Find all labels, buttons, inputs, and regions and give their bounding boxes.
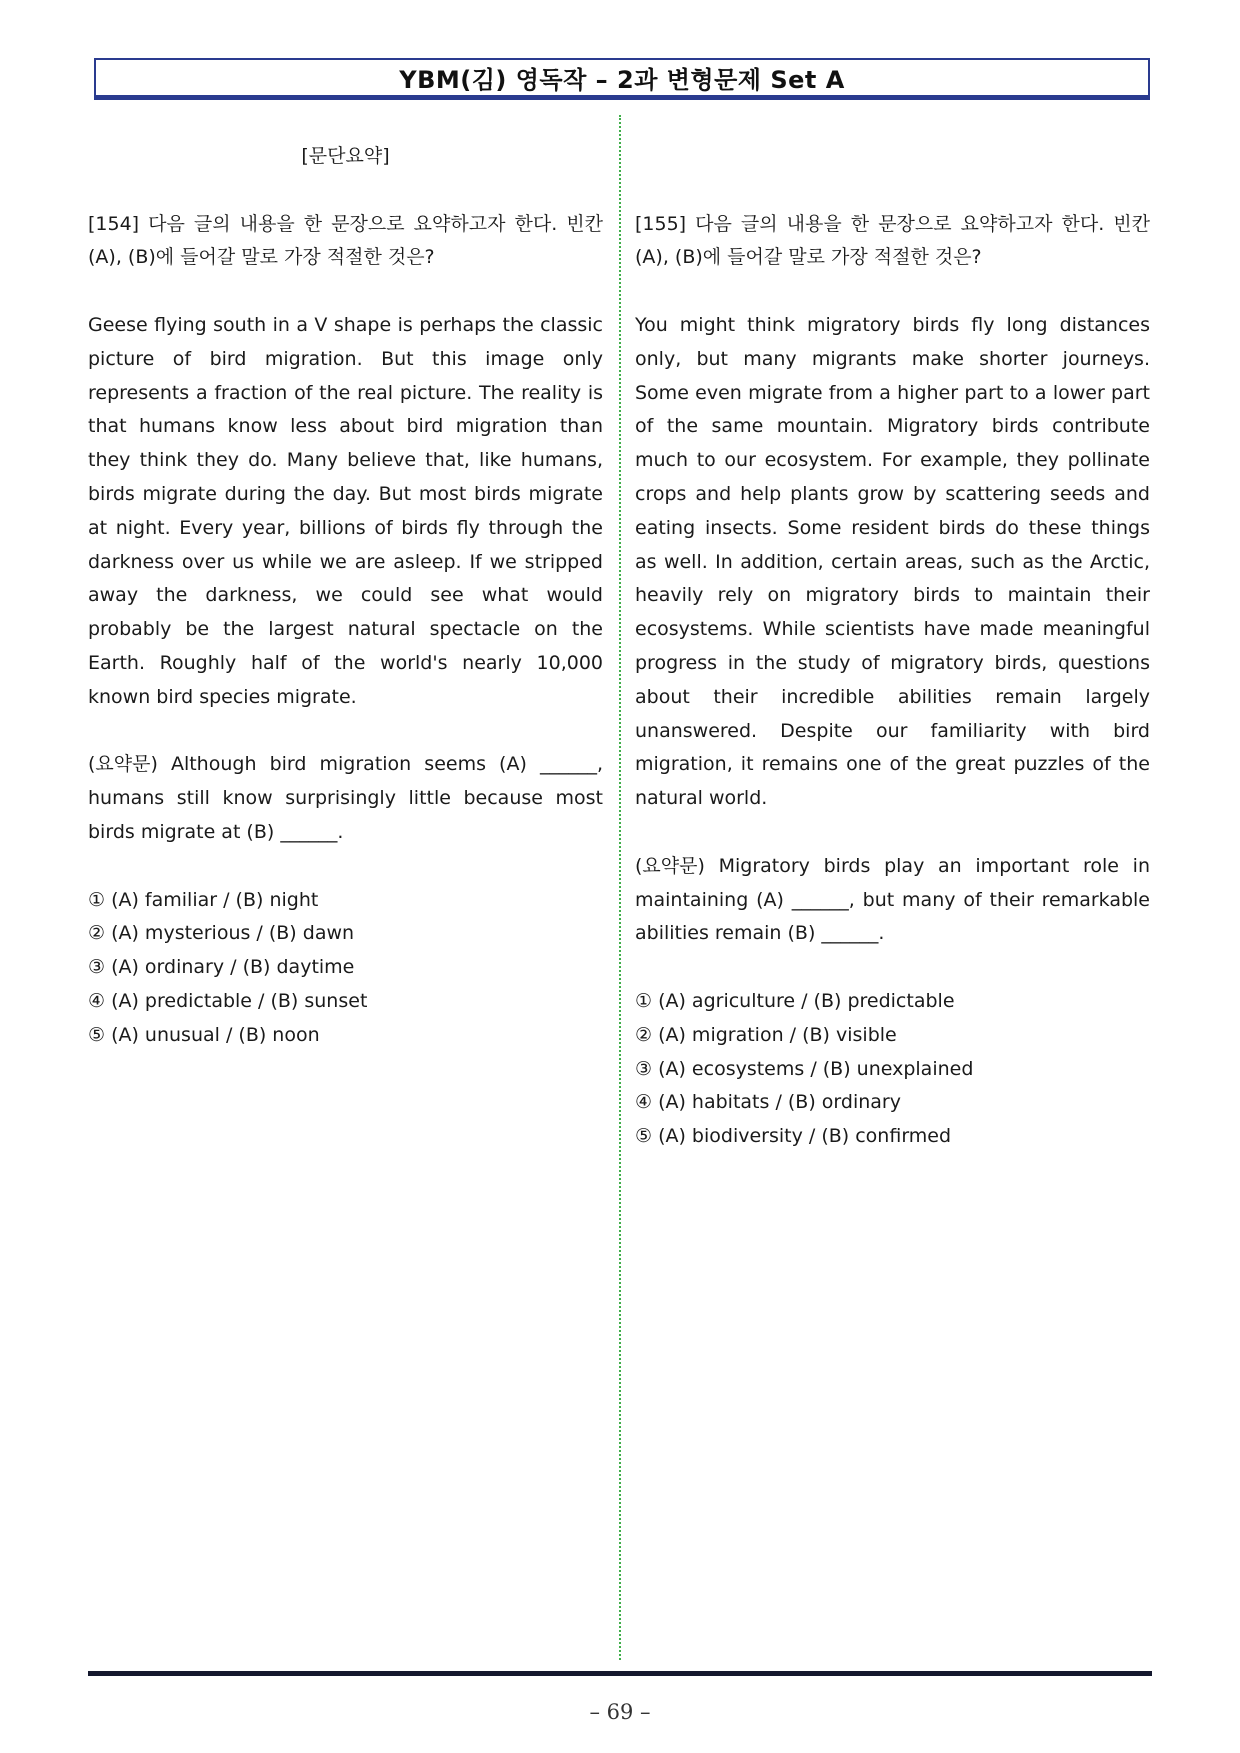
question-154-option-3: ③ (A) ordinary / (B) daytime — [88, 956, 355, 979]
question-155-option-1: ① (A) agriculture / (B) predictable — [635, 989, 955, 1012]
right-column — [635, 140, 1150, 1154]
question-154-option-2: ② (A) mysterious / (B) dawn — [88, 922, 355, 945]
question-155-summary: (요약문) Migratory birds play an important role in maintaining (A) ______, but many of their remarkable abilities remain (B) ______. — [635, 854, 1150, 945]
question-154-options — [88, 884, 603, 1053]
question-154-summary: (요약문) Although bird migration seems (A) ______, humans still know surprisingly little because most birds migrate at (B) ______. — [88, 753, 603, 843]
question-154-option-4: ④ (A) predictable / (B) sunset — [88, 989, 368, 1012]
page-number: – 69 – — [589, 1700, 651, 1724]
question-155-options — [635, 985, 1150, 1154]
question-155-option-3: ③ (A) ecosystems / (B) unexplained — [635, 1057, 974, 1080]
question-154-header — [88, 208, 603, 276]
question-155-number: [155] — [635, 212, 687, 235]
question-155-prompt: 다음 글의 내용을 한 문장으로 요약하고자 한다. 빈칸 (A), (B)에 들어갈 말로 가장 적절한 것은? — [635, 212, 1150, 269]
section-label: [문단요약] — [301, 145, 390, 167]
question-154-passage: Geese flying south in a V shape is perhaps the classic picture of bird migration. But this image only represents a fraction of the real picture. The reality is that humans know less about bird migration than they think they do. Many believe that, like humans, birds migrate during the day. But most birds migrate at night. Every year, billions of birds fly through the darkness over us while we are asleep. If we stripped away the darkness, we could see what would probably be the largest natural spectacle on the Earth. Roughly half of the world's nearly 10,000 known bird species migrate. — [88, 313, 603, 708]
question-155-passage: You might think migratory birds fly long distances only, but many migrants make shorter journeys. Some even migrate from a higher part to a lower part of the same mountain. Migratory birds contribute much to our ecosystem. For example, they pollinate crops and help plants grow by scattering seeds and eating insects. Some resident birds do these things as well. In addition, certain areas, such as the Arctic, heavily rely on migratory birds to maintain their ecosystems. While scientists have made meaningful progress in the study of migratory birds, questions about their incredible abilities remain largely unanswered. Despite our familiarity with bird migration, it remains one of the great puzzles of the natural world. — [635, 313, 1150, 810]
question-155-option-5: ⑤ (A) biodiversity / (B) confirmed — [635, 1125, 952, 1148]
footer-rule — [88, 1671, 1152, 1676]
question-154-prompt: 다음 글의 내용을 한 문장으로 요약하고자 한다. 빈칸 (A), (B)에 들어갈 말로 가장 적절한 것은? — [88, 212, 603, 269]
question-155-header — [635, 208, 1150, 276]
column-divider — [619, 115, 621, 1660]
question-155-option-4: ④ (A) habitats / (B) ordinary — [635, 1091, 901, 1114]
question-154-option-5: ⑤ (A) unusual / (B) noon — [88, 1023, 320, 1046]
page-title: YBM(김) 영독작 – 2과 변형문제 Set A — [399, 66, 845, 94]
question-154-option-1: ① (A) familiar / (B) night — [88, 888, 319, 911]
question-155-option-2: ② (A) migration / (B) visible — [635, 1023, 897, 1046]
question-154-number: [154] — [88, 212, 140, 235]
left-column — [88, 140, 603, 1053]
page-title-box — [94, 58, 1150, 100]
